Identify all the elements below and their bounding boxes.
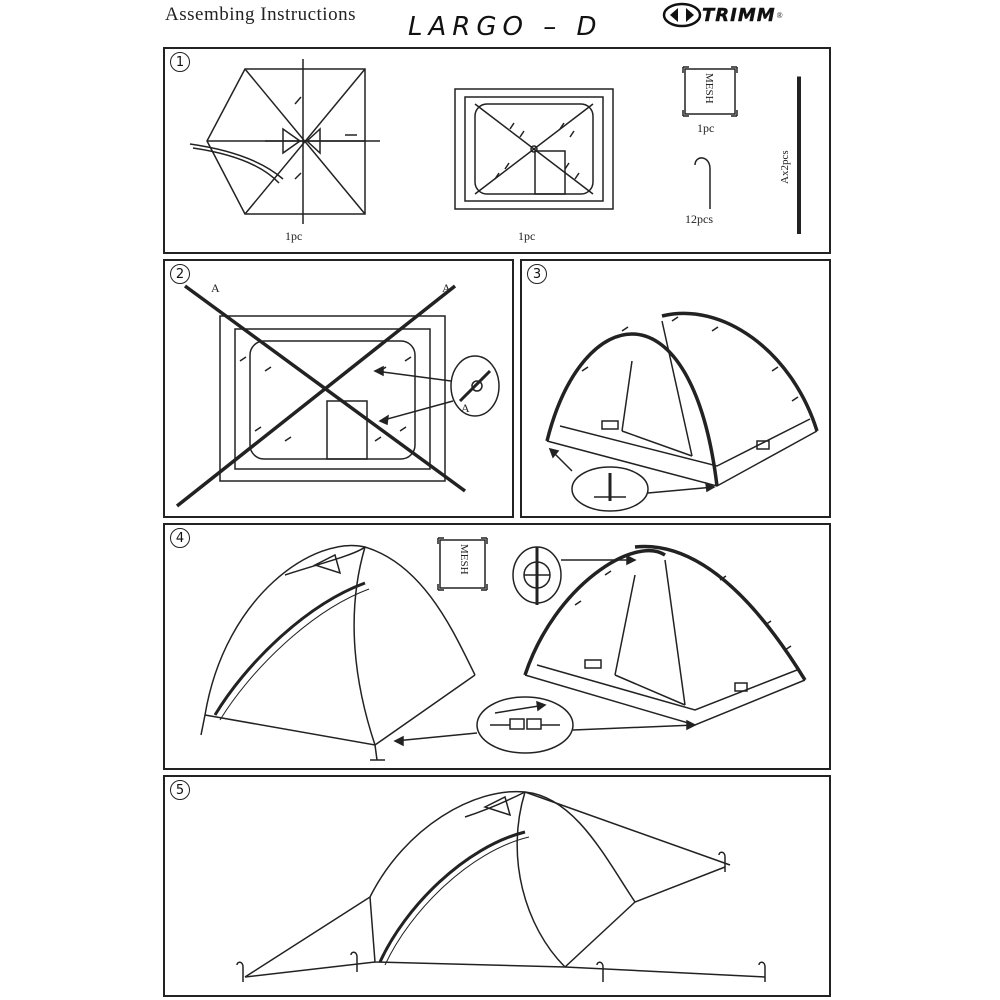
pole-clip-detail-label: A [461,401,470,415]
step-4-panel [163,523,831,770]
model-name: LARGO – D [408,12,603,42]
step-1-drawing [165,49,829,252]
mesh-pocket-quantity: 1pc [697,121,715,135]
step-5-panel [163,775,831,997]
pole-quantity: Ax2pcs [779,150,791,184]
trimm-logo-icon [662,2,702,28]
flysheet-drawing [190,59,380,224]
step-4-drawing [165,525,829,768]
brand-name: TRIMM [702,4,776,26]
tent-peg-icon [695,158,710,209]
inner-tent-drawing [455,89,613,209]
step-2-number: 2 [170,264,190,284]
step-5-drawing [165,777,829,995]
pole-a-label-right: A [442,281,451,295]
tent-pole-icon [797,77,801,234]
step-2-panel [163,259,514,518]
inner-tent-quantity: 1pc [518,229,536,243]
brand-logo [662,2,783,28]
step-5-number: 5 [170,780,190,800]
step-3-drawing [522,261,829,516]
step-1-number: 1 [170,52,190,72]
mesh-pocket-label: MESH [703,73,715,104]
page-title: Assembing Instructions [165,4,356,25]
step-3-number: 3 [527,264,547,284]
flysheet-quantity: 1pc [285,229,303,243]
brand-registered-mark: ® [776,10,783,20]
pole-a-label-left: A [211,281,220,295]
peg-quantity: 12pcs [685,212,713,226]
step-2-drawing [165,261,512,516]
step-4-number: 4 [170,528,190,548]
step-3-panel [520,259,831,518]
step-1-panel [163,47,831,254]
mesh-pocket-label-step-4: MESH [458,544,470,575]
